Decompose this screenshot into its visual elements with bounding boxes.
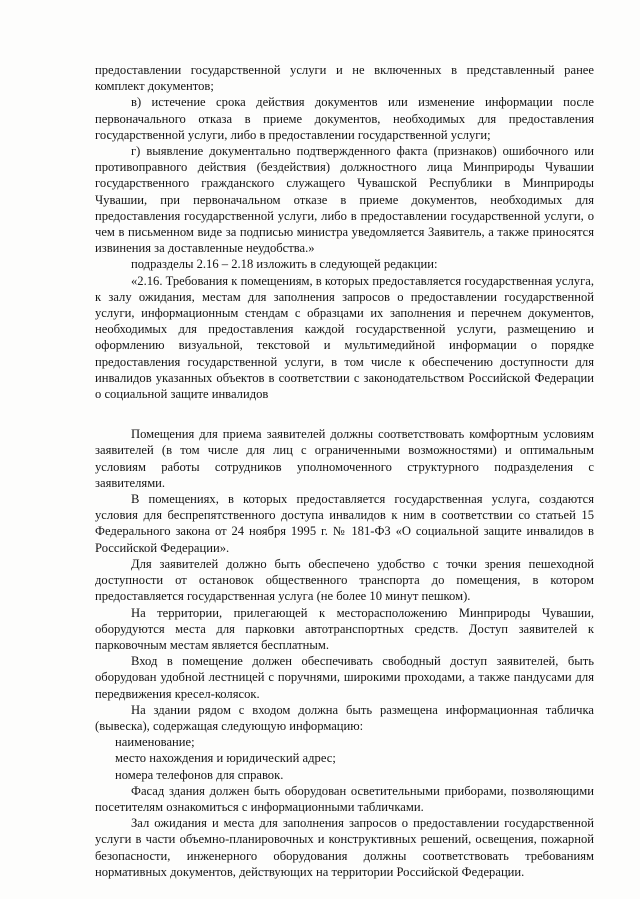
paragraph-facade: Фасад здания должен быть оборудован осветительными приборами, позволяющими посетителям ознакомиться с информационными табличками. <box>95 783 594 814</box>
paragraph-continuation: предоставлении государственной услуги и не включенных в представленный ранее комплект документов; <box>95 63 594 94</box>
paragraph-gap <box>95 402 594 426</box>
paragraph-item-g: г) выявление документально подтвержденного факта (признаков) ошибочного или противоправного действия (бездействия) должностного лица Минприроды Чувашии государственного гражданского служащего Чувашской Республики в Минприроды Чувашии, при первоначальном отказе в приеме документов, необходимых для предоставления государственной услуги, либо в предоставлении государственной услуги, о чем в письменном виде за подписью министра уведомляется Заявитель, а также приносятся извинения за доставленные неудобства.» <box>95 144 594 256</box>
paragraph-section-2-16-heading: «2.16. Требования к помещениям, в которых предоставляется государственная услуга, к залу ожидания, местам для заполнения запросов о предоставлении государственной услуги, информационным стендам с образцами их заполнения и перечнем документов, необходимых для предоставления каждой государственной услуги, размещению и оформлению визуальной, текстовой и мультимедийной информации о порядке предоставления государственной услуги, в том числе к обеспечению доступности для инвалидов указанных объектов в соответствии с законодательством Российской Федерации о социальной защите инвалидов <box>95 273 594 402</box>
list-item: наименование; <box>115 735 195 750</box>
document-body <box>95 62 594 880</box>
paragraph-signboard: На здании рядом с входом должна быть размещена информационная табличка (вывеска), содержащая следующую информацию: <box>95 702 594 733</box>
paragraph-premises-requirements: Помещения для приема заявителей должны соответствовать комфортным условиям заявителей (в том числе для лиц с ограниченными возможностями) и оптимальным условиям работы сотрудников уполномоченного структурного подразделения с заявителями. <box>95 427 594 490</box>
paragraph-subsections-note: подразделы 2.16 – 2.18 изложить в следующей редакции: <box>131 257 438 272</box>
paragraph-pedestrian-access: Для заявителей должно быть обеспечено удобство с точки зрения пешеходной доступности от остановок общественного транспорта до помещения, в котором предоставляется государственная услуга (не более 10 минут пешком). <box>95 556 594 604</box>
paragraph-waiting-hall: Зал ожидания и места для заполнения запросов о предоставлении государственной услуги в части объемно-планировочных и конструктивных решений, освещения, пожарной безопасности, инженерного оборудования должны соответствовать требованиям нормативных документов, действующих на территории Российской Федерации. <box>95 816 594 879</box>
paragraph-accessibility-conditions: В помещениях, в которых предоставляется государственная услуга, создаются условия для беспрепятственного доступа инвалидов к ним в соответствии со статьей 15 Федерального закона от 24 ноября 1995 г. № 181-ФЗ «О социальной защите инвалидов в Российской Федерации». <box>95 492 594 555</box>
list-item: номера телефонов для справок. <box>115 767 284 782</box>
paragraph-entrance: Вход в помещение должен обеспечивать свободный доступ заявителей, быть оборудован удобной лестницей с поручнями, широкими проходами, а также пандусами для передвижения кресел-колясок. <box>95 654 594 701</box>
paragraph-parking: На территории, прилегающей к месторасположению Минприроды Чувашии, оборудуются места для парковки автотранспортных средств. Доступ заявителей к парковочным местам является бесплатным. <box>95 605 594 652</box>
paragraph-item-v: в) истечение срока действия документов или изменение информации после первоначального отказа в приеме документов, необходимых для предоставления государственной услуги, либо в предоставлении государственной услуги; <box>95 95 594 142</box>
signboard-info-list <box>95 734 594 783</box>
list-item: место нахождения и юридический адрес; <box>115 751 336 766</box>
